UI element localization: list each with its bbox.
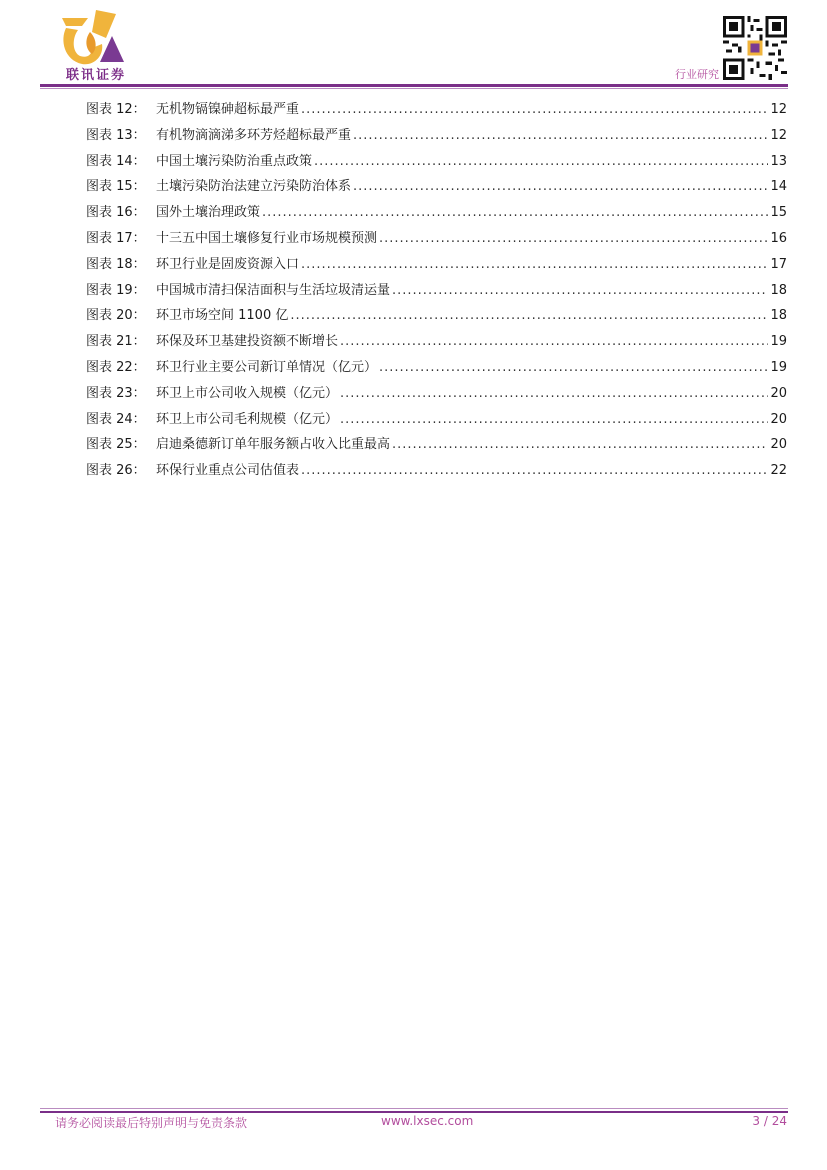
toc-entry[interactable]	[86, 303, 787, 329]
report-section-label: 行业研究	[675, 68, 719, 81]
toc-entry-title: 环卫市场空间 1100 亿	[156, 308, 289, 324]
footer-divider	[40, 1111, 788, 1113]
toc-entry-title: 环保及环卫基建投资额不断增长	[156, 334, 339, 350]
toc-entry-title: 环卫上市公司收入规模（亿元）	[156, 385, 339, 401]
toc-entry[interactable]	[86, 149, 787, 175]
toc-entry-label: 图表 20：	[86, 308, 146, 324]
toc-entry-label: 图表 13：	[86, 127, 146, 143]
dot-leader	[340, 407, 768, 433]
page-number: 3 / 24	[752, 1114, 787, 1128]
toc-entry-title: 环保行业重点公司估值表	[156, 463, 300, 479]
dot-leader	[314, 149, 768, 175]
toc-entry-page: 19	[770, 359, 787, 375]
toc-entry-label: 图表 18：	[86, 256, 146, 272]
toc-entry-page: 18	[770, 308, 787, 324]
footer-divider-thin	[40, 1108, 788, 1109]
dot-leader	[290, 303, 768, 329]
toc-entry-title: 环卫行业主要公司新订单情况（亿元）	[156, 359, 378, 375]
toc-entry-page: 16	[770, 230, 787, 246]
toc-entry-label: 图表 14：	[86, 153, 146, 169]
toc-entry[interactable]	[86, 174, 787, 200]
toc-entry[interactable]	[86, 278, 787, 304]
toc-entry-page: 12	[770, 102, 787, 117]
toc-entry[interactable]	[86, 329, 787, 355]
toc-entry-label: 图表 25：	[86, 437, 146, 453]
toc-entry-label: 图表 17：	[86, 230, 146, 246]
toc-entry-label: 图表 15：	[86, 179, 146, 195]
dot-leader	[340, 329, 768, 355]
toc-entry-label: 图表 19：	[86, 282, 146, 298]
toc-entry[interactable]	[86, 355, 787, 381]
toc-entry-page: 20	[770, 385, 787, 401]
header-divider-thin	[40, 88, 788, 89]
toc-entry[interactable]	[86, 381, 787, 407]
toc-entry-title: 无机物镉镍砷超标最严重	[156, 102, 300, 117]
dot-leader	[353, 174, 768, 200]
dot-leader	[301, 458, 768, 484]
toc-entry-label: 图表 24：	[86, 411, 146, 427]
toc-entry-title: 国外土壤治理政策	[156, 205, 261, 221]
toc-entry-page: 22	[770, 463, 787, 479]
toc-entry[interactable]	[86, 97, 787, 123]
toc-entry-title: 中国城市清扫保洁面积与生活垃圾清运量	[156, 282, 391, 298]
dot-leader	[379, 226, 768, 252]
disclaimer-notice: 请务必阅读最后特别声明与免责条款	[55, 1116, 248, 1130]
toc-entry-title: 启迪桑德新订单年服务额占收入比重最高	[156, 437, 391, 453]
toc-entry-label: 图表 22：	[86, 359, 146, 375]
toc-entry-title: 环卫行业是固废资源入口	[156, 256, 300, 272]
qr-code-icon	[723, 16, 787, 80]
toc-entry[interactable]	[86, 123, 787, 149]
toc-entry-label: 图表 16：	[86, 205, 146, 221]
toc-entry[interactable]	[86, 226, 787, 252]
toc-entry-page: 12	[770, 127, 787, 143]
toc-entry[interactable]	[86, 200, 787, 226]
toc-entry-page: 17	[770, 256, 787, 272]
dot-leader	[379, 355, 768, 381]
figure-index-list	[86, 97, 787, 484]
toc-entry-page: 15	[770, 205, 787, 221]
toc-entry-page: 20	[770, 437, 787, 453]
dot-leader	[353, 123, 768, 149]
dot-leader	[262, 200, 768, 226]
toc-entry-title: 环卫上市公司毛利规模（亿元）	[156, 411, 339, 427]
toc-entry-title: 土壤污染防治法建立污染防治体系	[156, 179, 352, 195]
toc-entry-title: 中国土壤污染防治重点政策	[156, 153, 313, 169]
toc-entry-label: 图表 21：	[86, 334, 146, 350]
dot-leader	[301, 252, 768, 278]
toc-entry-page: 13	[770, 153, 787, 169]
toc-entry[interactable]	[86, 458, 787, 484]
brand-name: 联讯证券	[65, 68, 126, 83]
dot-leader	[392, 278, 768, 304]
dot-leader	[301, 97, 768, 123]
toc-entry-page: 20	[770, 411, 787, 427]
toc-entry-page: 19	[770, 334, 787, 350]
toc-entry[interactable]	[86, 252, 787, 278]
toc-entry-label: 图表 23：	[86, 385, 146, 401]
header-divider	[40, 84, 788, 87]
dot-leader	[392, 432, 768, 458]
toc-entry-title: 有机物滴滴涕多环芳烃超标最严重	[156, 127, 352, 143]
toc-entry[interactable]	[86, 407, 787, 433]
toc-entry-label: 图表 12：	[86, 102, 146, 117]
toc-entry-page: 14	[770, 179, 787, 195]
toc-entry-title: 十三五中国土壤修复行业市场规模预测	[156, 230, 378, 246]
toc-entry[interactable]	[86, 432, 787, 458]
website-link[interactable]: www.lxsec.com	[381, 1114, 474, 1128]
dot-leader	[340, 381, 768, 407]
toc-entry-label: 图表 26：	[86, 463, 146, 479]
toc-entry-page: 18	[770, 282, 787, 298]
